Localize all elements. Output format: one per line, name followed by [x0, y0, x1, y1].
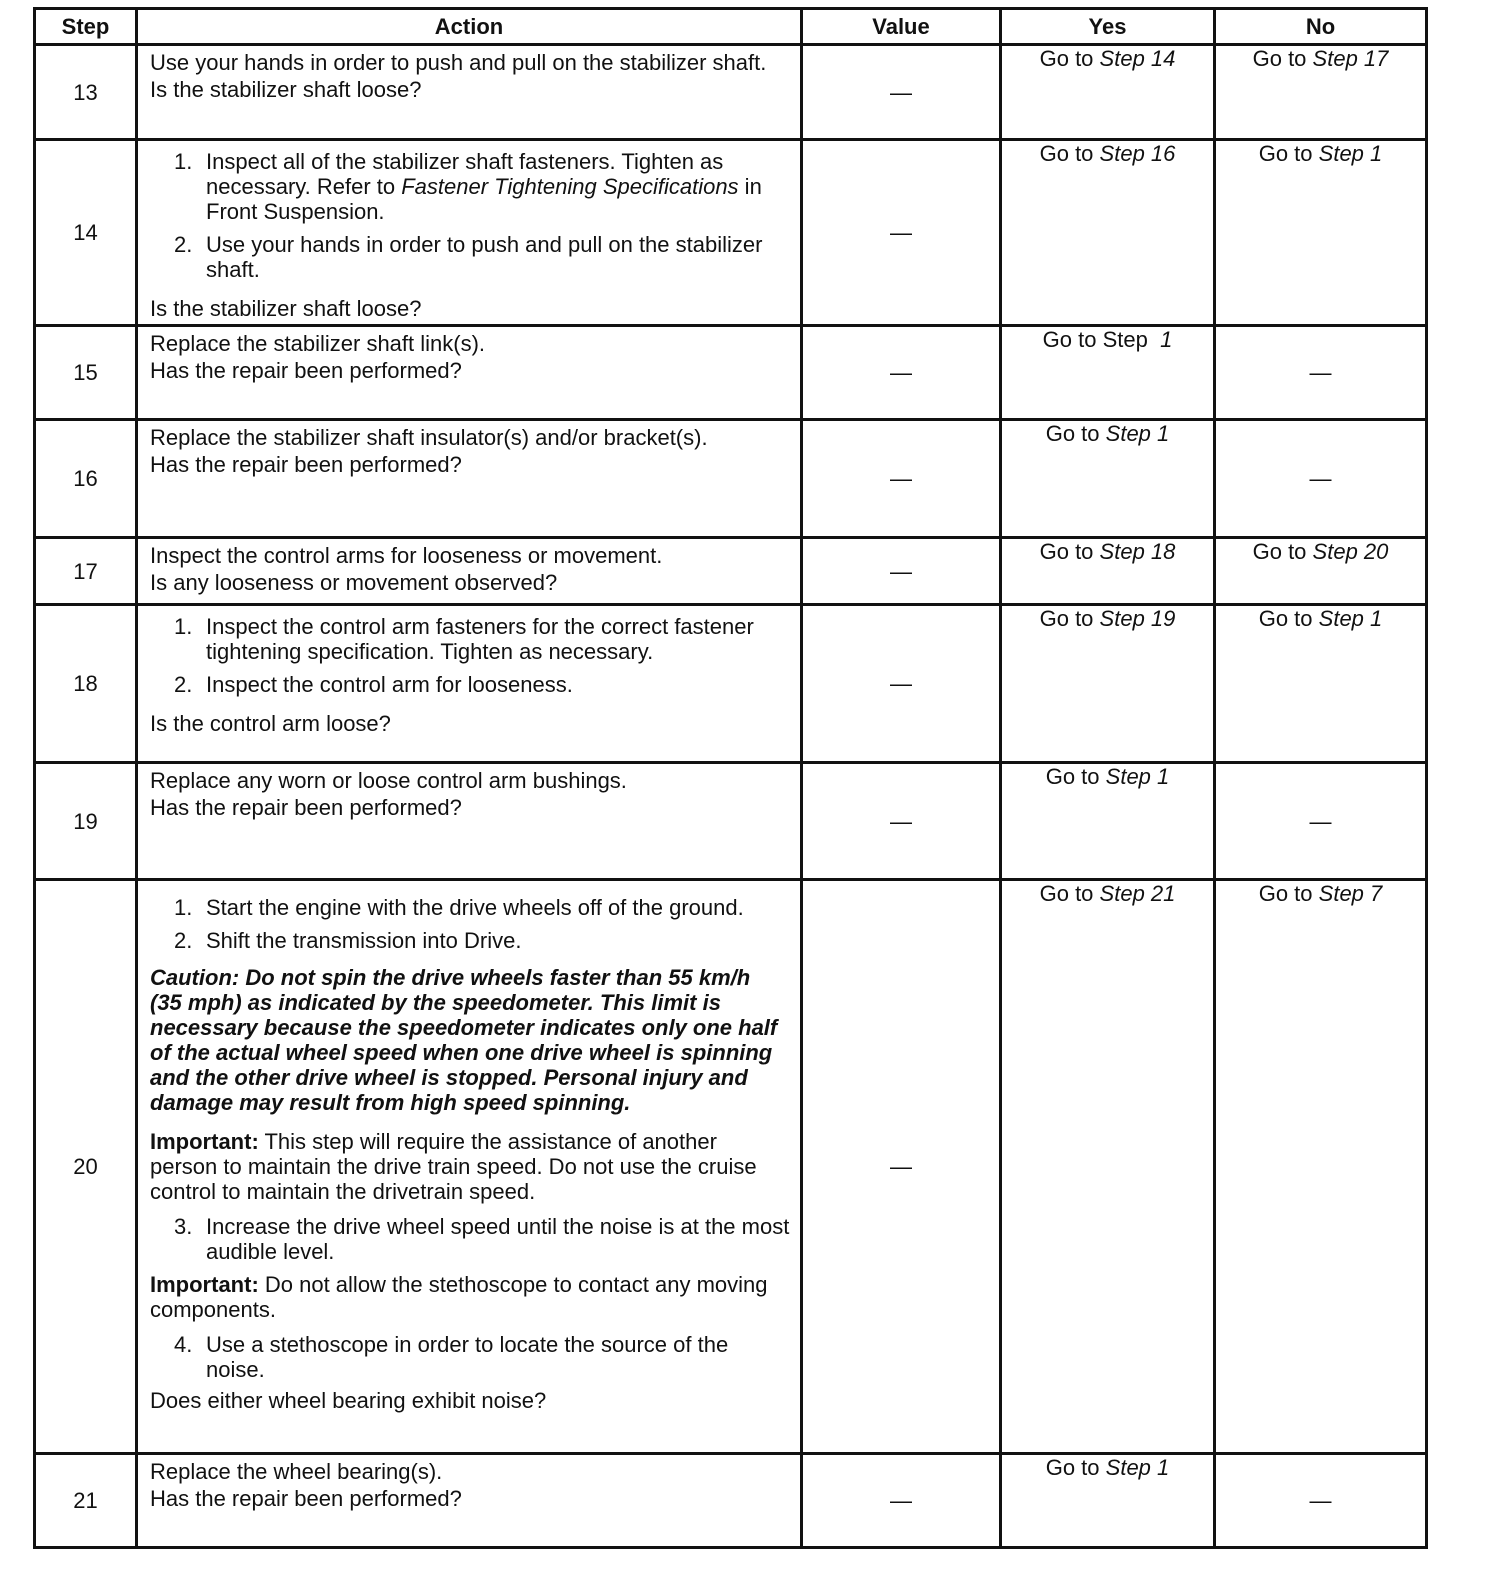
value-cell	[802, 763, 1001, 880]
action-question: Is the stabilizer shaft loose?	[150, 77, 422, 102]
yes-step-ref: Step 1	[1105, 421, 1170, 446]
step-number: 21	[35, 1454, 137, 1548]
step-number: 15	[35, 326, 137, 420]
list-number: 2.	[174, 232, 193, 257]
no-dash: —	[1309, 466, 1332, 491]
value-cell	[802, 605, 1001, 763]
list-text: in Front Suspension.	[206, 174, 762, 224]
list-text: Use your hands in order to push and pull on the stabilizer shaft.	[206, 232, 763, 282]
go-to-label: Go to Step	[1042, 327, 1148, 352]
action-question: Is the stabilizer shaft loose?	[150, 296, 422, 321]
yes-cell	[1001, 1454, 1215, 1548]
list-item	[174, 1332, 790, 1382]
go-to-label: Go to	[1039, 606, 1094, 631]
no-cell	[1215, 420, 1427, 538]
numbered-list	[174, 1214, 790, 1264]
list-number: 1.	[174, 614, 193, 639]
no-dash: —	[1309, 360, 1332, 385]
header-value: Value	[802, 9, 1001, 45]
list-text: Use a stethoscope in order to locate the source of the noise.	[206, 1332, 729, 1382]
action-cell	[137, 880, 802, 1454]
action-question: Has the repair been performed?	[150, 452, 462, 477]
go-to-label: Go to	[1258, 606, 1313, 631]
yes-step-ref: Step 1	[1105, 764, 1170, 789]
action-cell	[137, 326, 802, 420]
value-dash: —	[890, 79, 912, 105]
action-text: Replace any worn or loose control arm bushings.	[150, 768, 627, 793]
value-dash: —	[890, 671, 912, 696]
table-row	[35, 45, 1427, 140]
value-cell	[802, 420, 1001, 538]
table-row	[35, 420, 1427, 538]
step-number: 19	[35, 763, 137, 880]
table-row	[35, 763, 1427, 880]
no-cell	[1215, 326, 1427, 420]
list-text: Start the engine with the drive wheels off of the ground.	[206, 895, 744, 920]
list-number: 2.	[174, 672, 193, 697]
no-cell	[1215, 538, 1427, 605]
step-number: 17	[35, 538, 137, 605]
yes-step-ref: Step 21	[1099, 881, 1176, 906]
table-row	[35, 880, 1427, 1454]
header-yes: Yes	[1001, 9, 1215, 45]
yes-cell	[1001, 140, 1215, 326]
list-number: 2.	[174, 928, 193, 953]
numbered-list	[174, 895, 790, 953]
yes-step-ref: Step 1	[1105, 1455, 1170, 1480]
diagnostic-table	[33, 7, 1428, 1549]
action-cell	[137, 763, 802, 880]
value-cell	[802, 880, 1001, 1454]
table-row	[35, 140, 1427, 326]
step-number: 14	[35, 140, 137, 326]
table-row	[35, 326, 1427, 420]
list-item	[174, 232, 790, 282]
action-question: Does either wheel bearing exhibit noise?	[150, 1388, 547, 1413]
go-to-label: Go to	[1252, 46, 1307, 71]
caution-note: Caution: Do not spin the drive wheels faster than 55 km/h (35 mph) as indicated by the speedometer. This limit is necessary because the speedometer indicates only one half of the actual wheel speed when one drive wheel is spinning and the other drive wheel is stopped. Personal injury and damage may result from high speed spinning.	[150, 965, 778, 1115]
yes-cell	[1001, 763, 1215, 880]
no-step-ref: Step 17	[1312, 46, 1389, 71]
value-cell	[802, 1454, 1001, 1548]
important-note	[150, 1272, 790, 1322]
action-text: Replace the wheel bearing(s).	[150, 1459, 443, 1484]
yes-cell	[1001, 420, 1215, 538]
action-cell	[137, 1454, 802, 1548]
important-label: Important:	[150, 1272, 259, 1297]
action-question: Has the repair been performed?	[150, 358, 462, 383]
action-text: Use your hands in order to push and pull on the stabilizer shaft.	[150, 50, 767, 75]
action-cell	[137, 420, 802, 538]
value-cell	[802, 140, 1001, 326]
list-text: Inspect the control arm for looseness.	[206, 672, 573, 697]
go-to-label: Go to	[1039, 881, 1094, 906]
no-cell	[1215, 1454, 1427, 1548]
no-step-ref: Step 20	[1312, 539, 1389, 564]
list-item	[174, 614, 790, 664]
list-text: Increase the drive wheel speed until the noise is at the most audible level.	[206, 1214, 790, 1264]
step-number: 13	[35, 45, 137, 140]
no-step-ref: Step 1	[1318, 141, 1383, 166]
header-row	[35, 9, 1427, 45]
value-dash: —	[890, 1488, 912, 1513]
header-action: Action	[137, 9, 802, 45]
list-number: 4.	[174, 1332, 193, 1357]
yes-cell	[1001, 605, 1215, 763]
table-row	[35, 605, 1427, 763]
important-text: This step will require the assistance of another person to maintain the drive train speed. Do not use the cruise control to maintain the drivetrain speed.	[150, 1129, 757, 1204]
header-step: Step	[35, 9, 137, 45]
reference-link: Fastener Tightening Specifications	[401, 174, 739, 199]
numbered-list	[174, 1332, 790, 1382]
step-number: 16	[35, 420, 137, 538]
yes-cell	[1001, 45, 1215, 140]
step-number: 18	[35, 605, 137, 763]
important-note	[150, 1129, 790, 1204]
list-text: Shift the transmission into Drive.	[206, 928, 522, 953]
value-dash: —	[890, 220, 912, 245]
list-item	[174, 672, 790, 697]
important-label: Important:	[150, 1129, 259, 1154]
no-cell	[1215, 763, 1427, 880]
step-number: 20	[35, 880, 137, 1454]
no-dash: —	[1309, 808, 1332, 834]
value-cell	[802, 538, 1001, 605]
list-number: 1.	[174, 895, 193, 920]
value-dash: —	[890, 360, 912, 385]
yes-step-ref: Step 14	[1099, 46, 1176, 71]
list-number: 3.	[174, 1214, 193, 1239]
table-row	[35, 1454, 1427, 1548]
no-dash: —	[1309, 1488, 1332, 1513]
yes-cell	[1001, 326, 1215, 420]
value-dash: —	[890, 558, 912, 584]
yes-step-ref: Step 19	[1099, 606, 1176, 631]
value-cell	[802, 326, 1001, 420]
yes-cell	[1001, 880, 1215, 1454]
go-to-label: Go to	[1039, 141, 1094, 166]
table-row	[35, 538, 1427, 605]
action-question: Is the control arm loose?	[150, 711, 391, 736]
value-dash: —	[890, 1154, 912, 1179]
no-cell	[1215, 880, 1427, 1454]
go-to-label: Go to	[1258, 141, 1313, 166]
action-question: Has the repair been performed?	[150, 1486, 462, 1511]
important-text: Do not allow the stethoscope to contact any moving components.	[150, 1272, 768, 1322]
yes-step-ref: Step 18	[1099, 539, 1176, 564]
no-cell	[1215, 140, 1427, 326]
go-to-label: Go to	[1045, 1455, 1100, 1480]
no-step-ref: Step 7	[1318, 881, 1383, 906]
action-cell	[137, 538, 802, 605]
go-to-label: Go to	[1039, 539, 1094, 564]
list-text: Inspect all of the stabilizer shaft fasteners. Tighten as necessary. Refer to	[206, 149, 724, 199]
action-text: Replace the stabilizer shaft insulator(s) and/or bracket(s).	[150, 425, 708, 450]
list-text: Inspect the control arm fasteners for the correct fastener tightening specification. Tighten as necessary.	[206, 614, 754, 664]
action-cell	[137, 45, 802, 140]
go-to-label: Go to	[1045, 421, 1100, 446]
go-to-label: Go to	[1252, 539, 1307, 564]
numbered-list	[174, 149, 790, 290]
yes-step-ref: 1	[1160, 327, 1173, 352]
action-question: Is any looseness or movement observed?	[150, 570, 558, 595]
list-item	[174, 928, 790, 953]
value-dash: —	[890, 808, 912, 834]
list-number: 1.	[174, 149, 193, 174]
yes-cell	[1001, 538, 1215, 605]
list-item	[174, 1214, 790, 1264]
action-text: Replace the stabilizer shaft link(s).	[150, 331, 486, 356]
go-to-label: Go to	[1258, 881, 1313, 906]
action-question: Has the repair been performed?	[150, 795, 462, 820]
action-text: Inspect the control arms for looseness or movement.	[150, 543, 663, 568]
header-no: No	[1215, 9, 1427, 45]
go-to-label: Go to	[1045, 764, 1100, 789]
no-cell	[1215, 605, 1427, 763]
no-cell	[1215, 45, 1427, 140]
value-cell	[802, 45, 1001, 140]
value-dash: —	[890, 466, 912, 491]
numbered-list	[174, 614, 790, 705]
yes-step-ref: Step 16	[1099, 141, 1176, 166]
go-to-label: Go to	[1039, 46, 1094, 71]
list-item	[174, 149, 790, 224]
no-step-ref: Step 1	[1318, 606, 1383, 631]
action-cell	[137, 605, 802, 763]
list-item	[174, 895, 790, 920]
action-cell	[137, 140, 802, 326]
